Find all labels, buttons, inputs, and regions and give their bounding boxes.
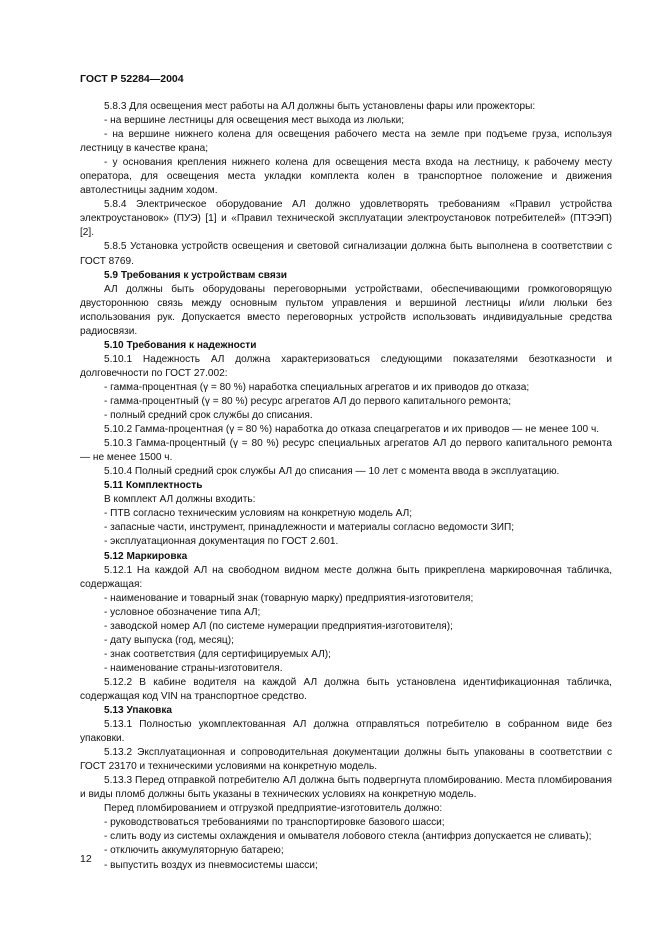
paragraph: - слить воду из системы охлаждения и омывателя лобового стекла (антифриз допускается не сливать); (104, 831, 592, 843)
paragraph: - выпустить воздух из пневмосистемы шасси; (104, 859, 318, 871)
paragraph: - эксплуатационная документация по ГОСТ 2.601. (104, 536, 339, 548)
page-number: 12 (80, 853, 92, 865)
document-body (80, 100, 612, 873)
section-heading: 5.13 Упаковка (104, 705, 173, 717)
paragraph: 5.12.2 В кабине водителя на каждой АЛ должна быть установлена идентификационная табличка, содержащая код VIN на транспортное средство. (80, 676, 612, 702)
section-heading: 5.9 Требования к устройствам связи (104, 269, 287, 281)
paragraph: - дату выпуска (год, месяц); (104, 634, 234, 646)
section-heading: 5.11 Комплектность (104, 480, 203, 492)
paragraph: 5.10.1 Надежность АЛ должна характеризоваться следующими показателями безотказности и долговечности по ГОСТ 27.002: (80, 353, 612, 379)
paragraph: 5.12.1 На каждой АЛ на свободном видном месте должна быть прикреплена маркировочная табличка, содержащая: (80, 564, 612, 590)
paragraph: - у основания крепления нижнего колена для освещения места входа на лестницу, к рабочему месту оператора, для освещения места укладки комплекта колен в транспортное положение и движения автолестницы задним ходом. (80, 157, 612, 197)
paragraph: 5.10.2 Гамма-процентная (γ = 80 %) наработка до отказа спецагрегатов и их приводов — не менее 100 ч. (104, 424, 600, 436)
paragraph: - на вершине нижнего колена для освещения рабочего места на земле при подъеме груза, используя лестницу в качестве крана; (80, 129, 612, 155)
paragraph: - условное обозначение типа АЛ; (104, 606, 261, 618)
paragraph: - полный средний срок службы до списания. (104, 410, 313, 422)
paragraph: 5.8.5 Установка устройств освещения и световой сигнализации должна быть выполнена в соответствии с ГОСТ 8769. (80, 241, 612, 267)
paragraph: - руководствоваться требованиями по транспортировке базового шасси; (104, 817, 445, 829)
paragraph: 5.8.3 Для освещения мест работы на АЛ должны быть установлены фары или прожекторы: (104, 101, 536, 112)
section-heading: 5.10 Требования к надежности (104, 339, 257, 351)
paragraph: - запасные части, инструмент, принадлежности и материалы согласно ведомости ЗИП; (104, 522, 515, 534)
paragraph: - гамма-процентный (γ = 80 %) ресурс агрегатов АЛ до первого капитального ремонта; (104, 395, 512, 407)
paragraph: 5.10.3 Гамма-процентный (γ = 80 %) ресурс специальных агрегатов АЛ до первого капитального ремонта — не менее 1500 ч. (80, 438, 612, 464)
paragraph: Перед пломбированием и отгрузкой предприятие-изготовитель должно: (104, 803, 443, 815)
document-header: ГОСТ Р 52284—2004 (80, 73, 184, 85)
paragraph: АЛ должны быть оборудованы переговорными устройствами, обеспечивающими громкоговорящую двустороннюю связь между основным пультом управления и вершиной лестницы и/или люльки без использования рук. Допускается вместо переговорных устройств использовать индивидуальные средства радиосвязи. (80, 283, 612, 337)
paragraph: 5.10.4 Полный средний срок службы АЛ до списания — 10 лет с момента ввода в эксплуатацию. (104, 466, 560, 478)
paragraph: В комплект АЛ должны входить: (104, 494, 256, 506)
paragraph: - отключить аккумуляторную батарею; (104, 845, 284, 857)
paragraph: - наименование страны-изготовителя. (104, 662, 283, 674)
paragraph: 5.8.4 Электрическое оборудование АЛ должно удовлетворять требованиям «Правил устройства электроустановок» (ПУЭ) [1] и «Правил технической эксплуатации электроустановок потребителей» (ПТЭЭП) [2]. (80, 199, 612, 239)
paragraph: - заводской номер АЛ (по системе нумерации предприятия-изготовителя); (104, 620, 453, 632)
paragraph: - наименование и товарный знак (товарную марку) предприятия-изготовителя; (104, 592, 474, 604)
paragraph: - ПТВ согласно техническим условиям на конкретную модель АЛ; (104, 508, 413, 520)
paragraph: 5.13.2 Эксплуатационная и сопроводительная документации должны быть упакованы в соответствии с ГОСТ 23170 и техническими условиями на конкретную модель. (80, 747, 612, 773)
paragraph: - на вершине лестницы для освещения мест выхода из люльки; (104, 115, 405, 127)
paragraph: 5.13.1 Полностью укомплектованная АЛ должна отправляться потребителю в собранном виде без упаковки. (80, 719, 612, 745)
paragraph: - знак соответствия (для сертифицируемых АЛ); (104, 648, 331, 660)
paragraph: 5.13.3 Перед отправкой потребителю АЛ должна быть подвергнута пломбированию. Места пломбирования и виды пломб должны быть указаны в технических условиях на конкретную модель. (80, 775, 612, 801)
paragraph: - гамма-процентная (γ = 80 %) наработка специальных агрегатов и их приводов до отказа; (104, 381, 530, 393)
section-heading: 5.12 Маркировка (104, 550, 188, 562)
